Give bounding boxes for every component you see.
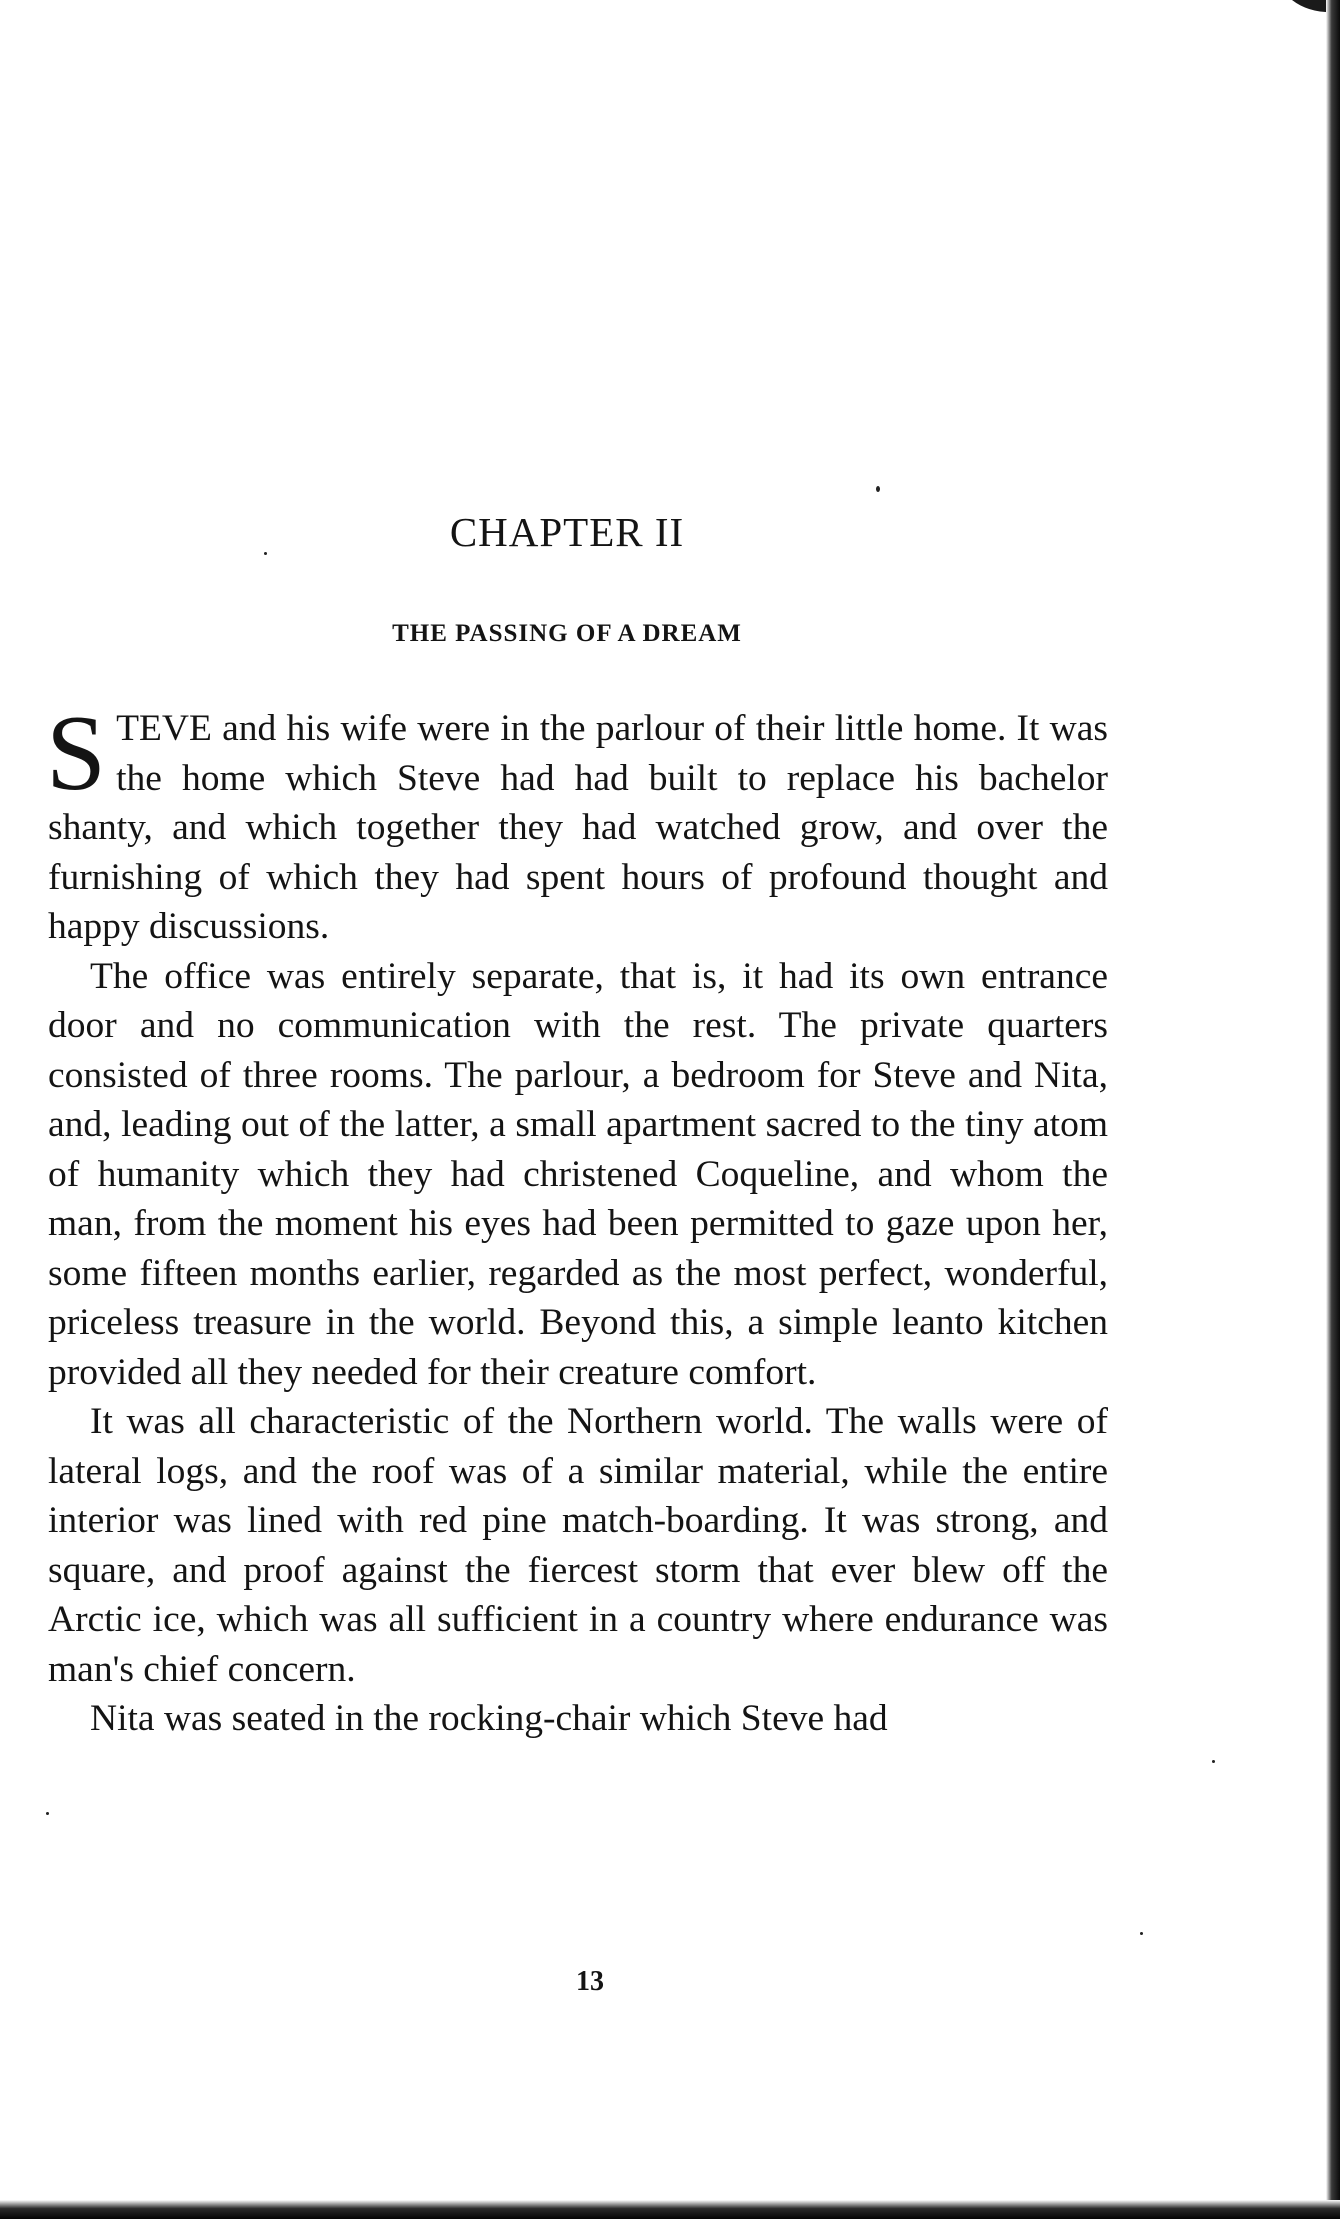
- page-number: 13: [576, 1966, 604, 1997]
- scan-edge-bottom: [0, 2200, 1340, 2219]
- scan-edge-right: [1326, 0, 1340, 2219]
- paragraph-3: It was all characteristic of the Northern world. The walls were of lateral logs, and the roof was of a similar material, while the entire interior was lined with red pine match-boarding. It was strong, and square, and proof against the fiercest storm that ever blew off the Arctic ice, which was all sufficient in a country where endurance was man's chief concern.: [48, 1401, 1108, 1690]
- chapter-subtitle: THE PASSING OF A DREAM: [392, 620, 742, 647]
- paragraph-1: [46, 694, 1108, 952]
- paragraph-2: The office was entirely separate, that is, it had its own entrance door and no communication with the rest. The private quarters consisted of three rooms. The parlour, a bedroom for Steve and Nita, and, leading out of the latter, a small apartment sacred to the tiny atom of humanity which they had christened Coqueline, and whom the man, from the moment his eyes had been permitted to gaze upon her, some fifteen months earlier, regarded as the most perfect, wonderful, priceless treasure in the world. Beyond this, a simple leanto kitchen provided all they needed for their creature comfort.: [48, 955, 1108, 1393]
- paragraph-4: Nita was seated in the rocking-chair which Steve had: [90, 1698, 888, 1739]
- paragraph-1-text: TEVE and his wife were in the parlour of their little home. It was the home which Steve had had built to replace his bachelor shanty, and which together they had watched grow, and over the furnishing of which they had spent hours of profound thought and happy discussions.: [48, 708, 1108, 947]
- scan-speck: [1140, 1932, 1143, 1935]
- scan-speck: [46, 1812, 49, 1815]
- scan-speck: [876, 486, 880, 492]
- chapter-title: CHAPTER II: [449, 509, 685, 555]
- body-text: [46, 694, 1108, 1744]
- scan-speck: [264, 552, 267, 555]
- drop-cap: S: [46, 694, 107, 813]
- scan-speck: [1212, 1760, 1215, 1763]
